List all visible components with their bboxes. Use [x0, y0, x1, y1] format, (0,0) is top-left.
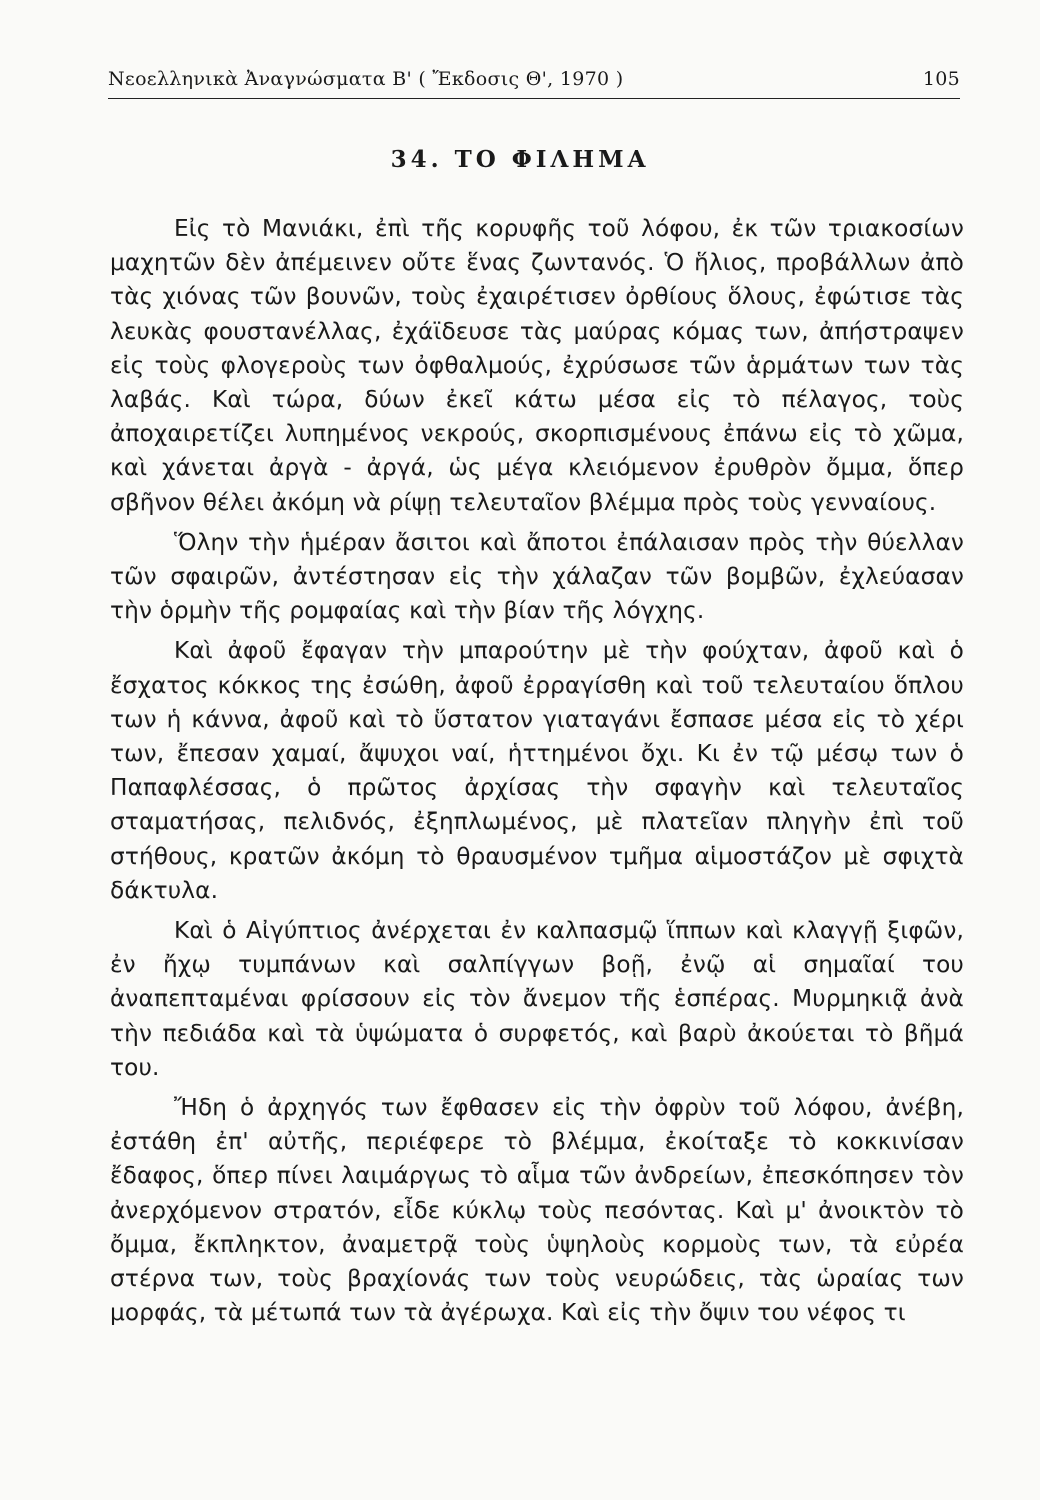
paragraph: Εἰς τὸ Μανιάκι, ἐπὶ τῆς κορυφῆς τοῦ λόφου, ἐκ τῶν τριακοσίων μαχητῶν δὲν ἀπέμεινεν οὔτε ἕνας ζωντανός. Ὁ ἥλιος, προβάλλων ἀπὸ τὰς χιόνας τῶν βουνῶν, τοὺς ἐχαιρέτισεν ὀρθίους ὅλους, ἐφώτισε τὰς λευκὰς φουστανέλλας, ἐχάϊδευσε τὰς μαύρας κόμας των, ἀπήστραψεν εἰς τοὺς φλογεροὺς των ὀφθαλμούς, ἐχρύσωσε τῶν ἁρμάτων των τὰς λαβάς. Καὶ τώρα, δύων ἐκεῖ κάτω μέσα εἰς τὸ πέλαγος, τοὺς ἀποχαιρετίζει λυπημένος νεκρούς, σκορπισμένους ἐπάνω εἰς τὸ χῶμα, καὶ χάνεται ἀργὰ - ἀργά, ὡς μέγα κλειόμενον ἐρυθρὸν ὄμμα, ὅπερ σβῆνον θέλει ἀκόμη νὰ ρίψῃ τελευταῖον βλέμμα πρὸς τοὺς γενναίους. — [110, 215, 964, 516]
book-info: Νεοελληνικὰ Ἀναγνώσματα Β' ( Ἔκδοσις Θ', 1970 ) — [108, 68, 624, 90]
paragraph: Καὶ ὁ Αἰγύπτιος ἀνέρχεται ἐν καλπασμῷ ἵππων καὶ κλαγγῇ ξιφῶν, ἐν ἤχῳ τυμπάνων καὶ σαλπίγγων βοῇ, ἐνῷ αἱ σημαῖαί του ἀναπεπταμέναι φρίσσουν εἰς τὸν ἄνεμον τῆς ἑσπέρας. Μυρμηκιᾷ ἀνὰ τὴν πεδιάδα καὶ τὰ ὑψώματα ὁ συρφετός, καὶ βαρὺ ἀκούεται τὸ βῆμά του. — [110, 917, 964, 1081]
running-header — [108, 60, 960, 99]
paragraph: Καὶ ἀφοῦ ἔφαγαν τὴν μπαρούτην μὲ τὴν φούχταν, ἀφοῦ καὶ ὁ ἔσχατος κόκκος της ἐσώθη, ἀφοῦ ἐρραγίσθη καὶ τοῦ τελευταίου ὅπλου των ἡ κάννα, ἀφοῦ καὶ τὸ ὕστατον γιαταγάνι ἔσπασε μέσα εἰς τὸ χέρι των, ἔπεσαν χαμαί, ἄψυχοι ναί, ἡττημένοι ὄχι. Κι ἐν τῷ μέσῳ των ὁ Παπαφλέσσας, ὁ πρῶτος ἀρχίσας τὴν σφαγὴν καὶ τελευταῖος σταματήσας, πελιδνός, ἐξηπλωμένος, μὲ πλατεῖαν πληγὴν ἐπὶ τοῦ στήθους, κρατῶν ἀκόμη τὸ θραυσμένον τμῆμα αἱμοστάζον μὲ σφιχτὰ δάκτυλα. — [110, 637, 964, 904]
paragraph: Ἤδη ὁ ἀρχηγός των ἔφθασεν εἰς τὴν ὀφρὺν τοῦ λόφου, ἀνέβη, ἐστάθη ἐπ' αὐτῆς, περιέφερε τὸ βλέμμα, ἐκοίταξε τὸ κοκκινίσαν ἔδαφος, ὅπερ πίνει λαιμάργως τὸ αἷμα τῶν ἀνδρείων, ἐπεσκόπησεν τὸν ἀνερχόμενον στρατόν, εἶδε κύκλῳ τοὺς πεσόντας. Καὶ μ' ἀνοικτὸν τὸ ὄμμα, ἔκπληκτον, ἀναμετρᾷ τοὺς ὑψηλοὺς κορμοὺς των, τὰ εὐρέα στέρνα των, τοὺς βραχίονάς των τοὺς νευρώδεις, τὰς ὡραίας των μορφάς, τὰ μέτωπά των τὰ ἀγέρωχα. Καὶ εἰς τὴν ὄψιν του νέφος τι — [110, 1094, 964, 1327]
page-number: 105 — [922, 68, 960, 90]
body-text — [110, 212, 964, 1337]
chapter-title: 34. ΤΟ ΦΙΛΗΜΑ — [390, 146, 650, 173]
paragraph: Ὅλην τὴν ἡμέραν ἄσιτοι καὶ ἄποτοι ἐπάλαισαν πρὸς τὴν θύελλαν τῶν σφαιρῶν, ἀντέστησαν εἰς τὴν χάλαζαν τῶν βομβῶν, ἐχλεύασαν τὴν ὁρμὴν τῆς ρομφαίας καὶ τὴν βίαν τῆς λόγχης. — [110, 528, 964, 625]
